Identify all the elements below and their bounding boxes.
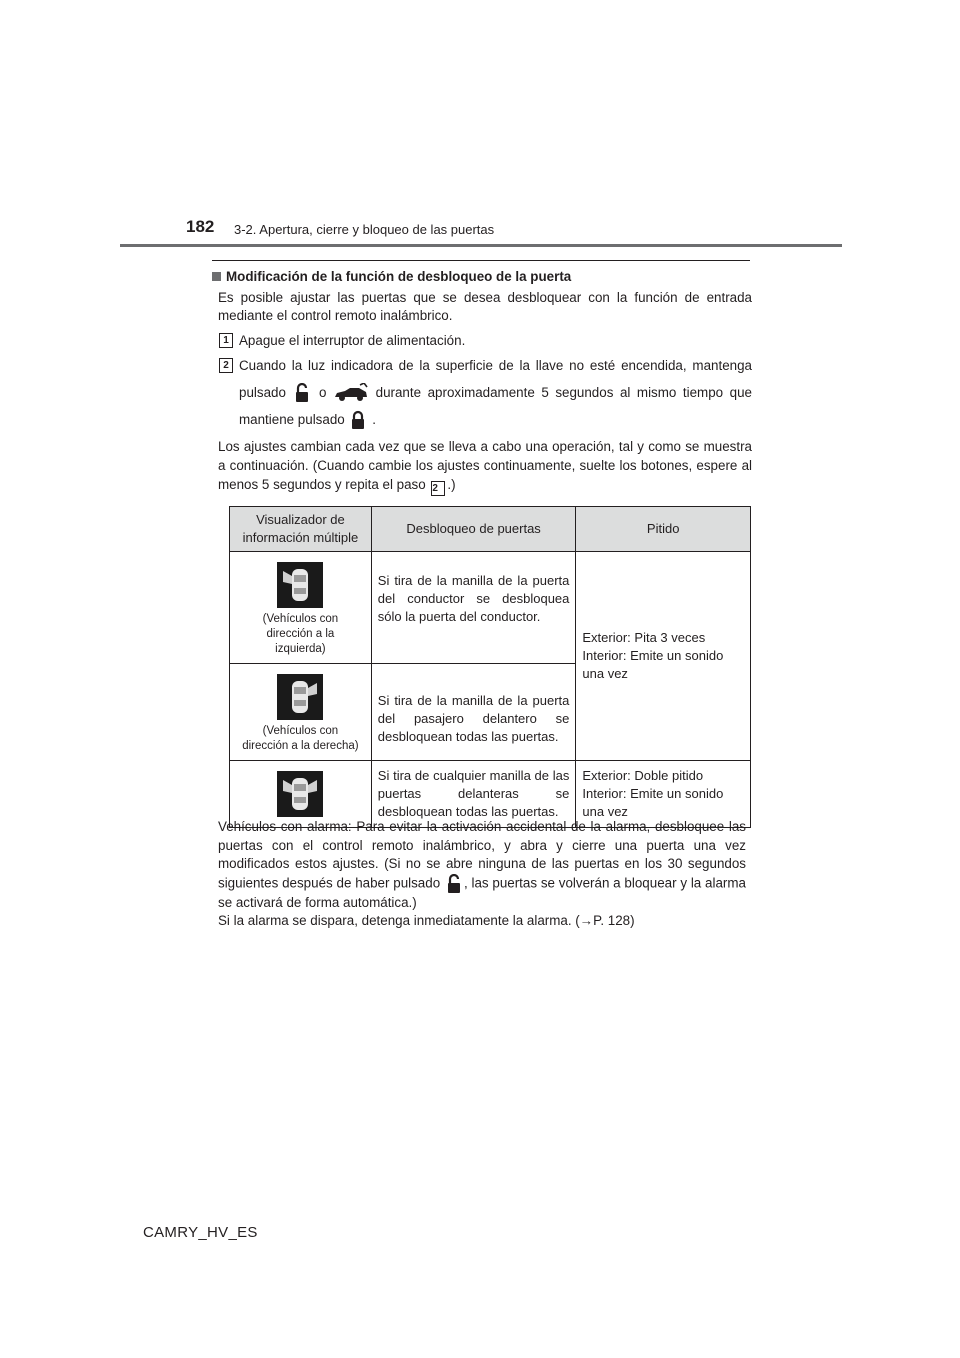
alarm-note <box>218 818 746 931</box>
step-2-or: o <box>319 385 327 400</box>
lock-icon <box>348 410 368 430</box>
step-2-text-a: Cuando la luz indicadora de la superficie de la llave no esté encendida, mantenga pulsado <box>239 358 752 400</box>
alarm-note-text-b: , las puertas se volverán a bloquear y la alarma se activará de forma automática.) <box>218 875 746 910</box>
trunk-icon <box>333 383 369 403</box>
header-rule <box>120 244 842 247</box>
unlock-cell-passenger: Si tira de la manilla de la puerta del pasajero delantero se desbloquean todas las puertas. <box>371 664 576 761</box>
subsection-heading <box>212 268 752 286</box>
unlock-icon <box>444 874 464 894</box>
main-content <box>212 268 752 496</box>
step-1-text: Apague el interruptor de alimentación. <box>239 333 466 348</box>
unlock-cell-driver: Si tira de la manilla de la puerta del conductor se desbloquea sólo la puerta del conductor. <box>371 552 576 664</box>
car-door-open-icon <box>277 674 323 720</box>
step-1 <box>212 332 752 350</box>
settings-table <box>229 506 751 828</box>
subsection-rule <box>212 260 750 261</box>
table-row <box>230 552 751 664</box>
step-2 <box>212 352 752 433</box>
table-header-row <box>230 507 751 552</box>
alarm-note-text-a: Vehículos con alarma: Para evitar la activación accidental de la alarma, desbloquee las puertas con el control remoto inalámbrico, y abra y cierre una puerta una vez modificados estos ajustes. (Si no se abre ninguna de las puertas en los 30 segundos siguientes después de haber pulsado <box>218 819 746 891</box>
car-door-open-icon <box>277 562 323 608</box>
heading-text: Modificación de la función de desbloqueo de la puerta <box>226 269 572 284</box>
car-both-doors-open-icon <box>277 771 323 817</box>
unlock-icon <box>292 383 312 403</box>
header-unlock: Desbloqueo de puertas <box>371 507 576 552</box>
header-display: Visualizador de información múltiple <box>230 507 372 552</box>
settings-note <box>212 437 752 496</box>
beep-cell-merged <box>576 552 751 761</box>
alarm-note-text-c: Si la alarma se dispara, detenga inmediatamente la alarma. (→P. 128) <box>218 913 635 928</box>
footer-model: CAMRY_HV_ES <box>143 1224 258 1241</box>
beep-text-merged: Exterior: Pita 3 veces Interior: Emite un sonido una vez <box>582 630 724 681</box>
step-2-text-end: . <box>372 412 376 427</box>
page-number: 182 <box>186 217 215 236</box>
beep-text-double: Exterior: Doble pitido Interior: Emite un sonido una vez <box>582 768 724 819</box>
display-cell-right-hand <box>230 664 372 761</box>
step-2-text-b: durante aproximadamente 5 segundos al mismo tiempo que mantiene pulsado <box>239 385 752 427</box>
step-reference-2: 2 <box>431 481 445 496</box>
intro-paragraph: Es posible ajustar las puertas que se desea desbloquear con la función de entrada mediante el control remoto inalámbrico. <box>218 290 752 323</box>
unlock-cell-front-doors: Si tira de cualquier manilla de las puertas delanteras se desbloquean todas las puertas. <box>371 761 576 828</box>
section-title: 3-2. Apertura, cierre y bloqueo de las puertas <box>234 222 495 237</box>
step-number-1: 1 <box>219 333 233 348</box>
settings-note-text-b: .) <box>447 477 456 492</box>
step-number-2: 2 <box>219 358 233 373</box>
bullet-square-icon <box>212 272 221 281</box>
caption-left-hand: (Vehículos con dirección a la izquierda) <box>262 613 339 655</box>
settings-note-text-a: Los ajustes cambian cada vez que se lleva a cabo una operación, tal y como se muestra a continuación. (Cuando cambie los ajustes continuamente, suelte los botones, espere al menos 5 segundos y repita el paso <box>218 439 752 492</box>
display-cell-left-hand <box>230 552 372 664</box>
caption-right-hand: (Vehículos con dirección a la derecha) <box>242 725 359 752</box>
header-beep: Pitido <box>576 507 751 552</box>
